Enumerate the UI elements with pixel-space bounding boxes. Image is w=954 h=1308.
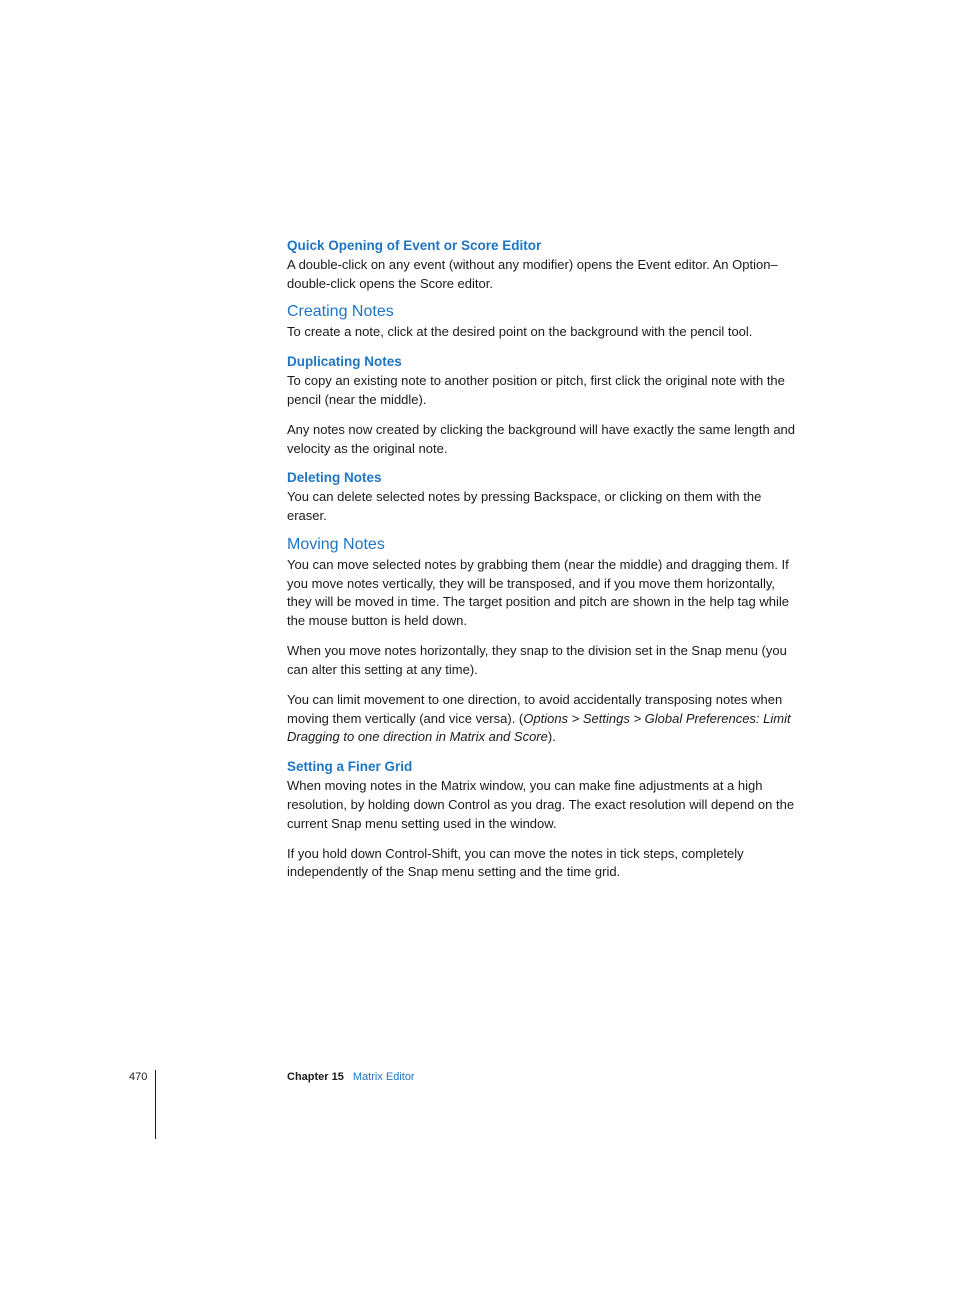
paragraph-duplicating-1: To copy an existing note to another position or pitch, first click the original note with the pencil (near the middle).: [287, 373, 785, 407]
chapter-label: Chapter 15: [287, 1071, 344, 1083]
paragraph-deleting-notes: You can delete selected notes by pressing Backspace, or clicking on them with the eraser.: [287, 489, 762, 524]
paragraph-moving-3-end: ).: [547, 729, 556, 745]
chapter-title: Matrix Editor: [352, 1071, 415, 1083]
paragraph-quick-opening: A double-click on any event (without any modifier) opens the Event editor. An Option–double-click opens the Score editor.: [287, 257, 778, 291]
paragraph-finer-grid-1: When moving notes in the Matrix window, you can make fine adjustments at a high resolution, by holding down Control as you drag. The exact resolution will depend on the current Snap menu setting used in the window.: [287, 778, 795, 831]
heading-duplicating-notes: Duplicating Notes: [287, 354, 402, 370]
heading-creating-notes: Creating Notes: [287, 303, 394, 321]
heading-quick-opening: Quick Opening of Event or Score Editor: [287, 238, 542, 253]
heading-setting-finer-grid: Setting a Finer Grid: [287, 759, 413, 775]
menu-path-text: Options > Settings > Global Preferences: Limit Dragging to one direction in Matrix and Score: [287, 710, 791, 745]
footer-divider: [155, 1070, 156, 1139]
paragraph-finer-grid-2: If you hold down Control-Shift, you can move the notes in tick steps, completely independently of the Snap menu setting and the time grid.: [287, 845, 744, 880]
heading-moving-notes: Moving Notes: [287, 535, 385, 553]
paragraph-moving-2: When you move notes horizontally, they snap to the division set in the Snap menu (you can alter this setting at any time).: [287, 643, 787, 677]
page-content: [287, 236, 799, 882]
page-number: 470: [129, 1071, 148, 1083]
footer-chapter: [287, 1070, 415, 1084]
paragraph-moving-1: You can move selected notes by grabbing them (near the middle) and dragging them. If you move notes vertically, they will be transposed, and if you move them horizontally, they will be moved in time. The target position and pitch are shown in the help tag while the mouse button is held down.: [287, 556, 789, 628]
heading-deleting-notes: Deleting Notes: [287, 470, 382, 486]
paragraph-moving-3: [287, 691, 799, 747]
paragraph-duplicating-2: Any notes now created by clicking the background will have exactly the same length and velocity as the original note.: [287, 422, 796, 456]
paragraph-creating-notes: To create a note, click at the desired point on the background with the pencil tool.: [287, 324, 753, 340]
paragraph-moving-3-start: You can limit movement to one direction, to avoid accidentally transposing notes when moving them vertically (and vice versa). (: [287, 692, 783, 726]
